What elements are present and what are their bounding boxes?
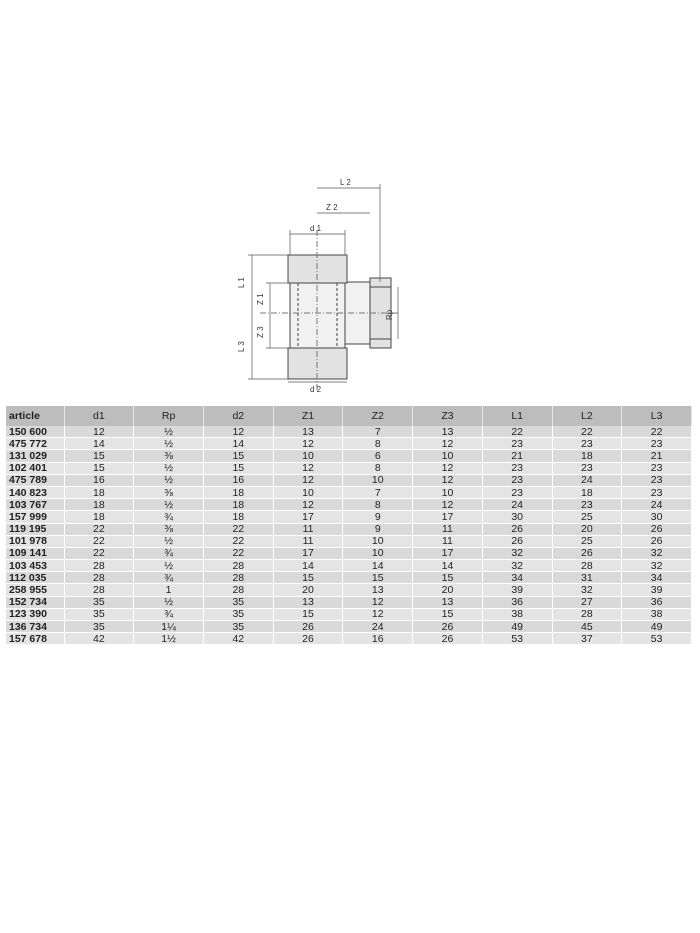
table-cell-l2: 28 [552,608,622,620]
table-cell-l3: 23 [622,474,692,486]
table-cell-l3: 26 [622,523,692,535]
article-number-cell: 102 401 [6,462,64,474]
table-cell-l1: 23 [482,486,552,498]
table-row [6,596,692,608]
table-cell-rp: 1 [134,584,204,596]
table-cell-rp: 1¼ [134,621,204,633]
article-number-cell: 131 029 [6,450,64,462]
column-header-l2: L2 [552,406,622,426]
table-cell-d2: 15 [203,450,273,462]
article-number-cell: 136 734 [6,621,64,633]
table-cell-d1: 42 [64,633,134,645]
table-cell-l1: 23 [482,462,552,474]
table-cell-d1: 35 [64,621,134,633]
table-cell-d1: 16 [64,474,134,486]
table-cell-z3: 13 [413,596,483,608]
table-cell-d2: 42 [203,633,273,645]
column-header-d2: d2 [203,406,273,426]
table-cell-l3: 32 [622,560,692,572]
table-cell-d2: 28 [203,560,273,572]
table-cell-z3: 17 [413,511,483,523]
table-cell-rp: ½ [134,426,204,438]
table-cell-l2: 18 [552,486,622,498]
table-cell-l1: 30 [482,511,552,523]
table-cell-rp: ½ [134,499,204,511]
article-number-cell: 152 734 [6,596,64,608]
dim-label-d2: d 2 [310,385,322,394]
table-cell-l2: 22 [552,426,622,438]
table-cell-l1: 32 [482,560,552,572]
table-cell-z2: 9 [343,511,413,523]
table-cell-z2: 8 [343,462,413,474]
table-cell-l1: 34 [482,572,552,584]
table-cell-l1: 38 [482,608,552,620]
article-number-cell: 109 141 [6,547,64,559]
table-cell-l3: 49 [622,621,692,633]
table-cell-z1: 17 [273,511,343,523]
table-cell-d1: 28 [64,584,134,596]
table-cell-z3: 11 [413,523,483,535]
article-number-cell: 150 600 [6,426,64,438]
table-cell-l1: 22 [482,426,552,438]
table-cell-z1: 14 [273,560,343,572]
table-cell-rp: ⅜ [134,450,204,462]
article-number-cell: 123 390 [6,608,64,620]
table-cell-z2: 6 [343,450,413,462]
article-number-cell: 140 823 [6,486,64,498]
table-cell-l1: 23 [482,438,552,450]
dim-label-l1: L 1 [237,277,246,288]
table-cell-d2: 35 [203,596,273,608]
table-cell-z1: 20 [273,584,343,596]
table-cell-l3: 23 [622,462,692,474]
table-cell-z2: 10 [343,535,413,547]
table-cell-d1: 18 [64,499,134,511]
column-header-rp: Rp [134,406,204,426]
column-header-article: article [6,406,64,426]
table-cell-z2: 24 [343,621,413,633]
table-cell-z1: 12 [273,462,343,474]
table-cell-d1: 18 [64,486,134,498]
table-cell-d1: 22 [64,535,134,547]
table-cell-d1: 35 [64,608,134,620]
dimension-table [6,406,692,645]
table-cell-d2: 16 [203,474,273,486]
table-cell-z2: 14 [343,560,413,572]
table-cell-z1: 13 [273,596,343,608]
table-cell-z1: 12 [273,499,343,511]
table-cell-l2: 26 [552,547,622,559]
column-header-z2: Z2 [343,406,413,426]
table-cell-z1: 15 [273,572,343,584]
table-cell-d2: 15 [203,462,273,474]
dim-label-l2: L 2 [340,178,351,187]
table-cell-z2: 8 [343,499,413,511]
table-cell-z1: 17 [273,547,343,559]
table-cell-d2: 18 [203,486,273,498]
dim-label-z2: Z 2 [326,203,338,212]
table-cell-d1: 12 [64,426,134,438]
table-cell-z1: 11 [273,523,343,535]
table-cell-z3: 10 [413,486,483,498]
table-cell-l2: 45 [552,621,622,633]
table-cell-l3: 23 [622,486,692,498]
table-cell-l3: 30 [622,511,692,523]
table-cell-z2: 15 [343,572,413,584]
table-cell-l1: 36 [482,596,552,608]
table-cell-d2: 18 [203,511,273,523]
article-number-cell: 101 978 [6,535,64,547]
table-row [6,438,692,450]
table-cell-l2: 23 [552,438,622,450]
table-cell-rp: ¾ [134,547,204,559]
table-cell-z3: 12 [413,499,483,511]
article-number-cell: 103 767 [6,499,64,511]
table-row [6,560,692,572]
table-cell-l1: 23 [482,474,552,486]
column-header-l3: L3 [622,406,692,426]
table-row [6,621,692,633]
table-cell-z1: 13 [273,426,343,438]
table-cell-l3: 53 [622,633,692,645]
table-cell-l3: 26 [622,535,692,547]
table-cell-rp: ⅜ [134,523,204,535]
table-cell-l3: 24 [622,499,692,511]
table-cell-l1: 26 [482,523,552,535]
article-number-cell: 157 678 [6,633,64,645]
table-cell-l2: 24 [552,474,622,486]
table-cell-z3: 26 [413,633,483,645]
table-cell-d2: 14 [203,438,273,450]
table-cell-rp: ½ [134,438,204,450]
table-cell-d1: 35 [64,596,134,608]
column-header-z1: Z1 [273,406,343,426]
article-number-cell: 112 035 [6,572,64,584]
table-cell-rp: ⅜ [134,486,204,498]
table-row [6,608,692,620]
dim-label-z3: Z 3 [256,326,265,338]
table-cell-l3: 38 [622,608,692,620]
table-row [6,462,692,474]
table-row [6,535,692,547]
table-cell-z2: 7 [343,486,413,498]
table-cell-d2: 35 [203,608,273,620]
table-row [6,547,692,559]
table-cell-rp: ¾ [134,608,204,620]
table-cell-z3: 14 [413,560,483,572]
table-cell-z2: 10 [343,474,413,486]
table-cell-z3: 12 [413,474,483,486]
table-row [6,584,692,596]
table-cell-z3: 15 [413,608,483,620]
table-row [6,474,692,486]
table-cell-z3: 17 [413,547,483,559]
tee-fitting-drawing [230,170,420,395]
article-number-cell: 157 999 [6,511,64,523]
table-cell-d2: 18 [203,499,273,511]
table-cell-d2: 28 [203,584,273,596]
table-cell-rp: ¾ [134,511,204,523]
table-cell-l1: 26 [482,535,552,547]
table-cell-l1: 21 [482,450,552,462]
table-cell-l2: 32 [552,584,622,596]
table-cell-l1: 39 [482,584,552,596]
table-cell-d1: 18 [64,511,134,523]
table-cell-l2: 31 [552,572,622,584]
table-cell-d2: 12 [203,426,273,438]
table-cell-d1: 15 [64,462,134,474]
table-cell-z1: 26 [273,633,343,645]
table-cell-z3: 12 [413,438,483,450]
table-cell-z2: 12 [343,596,413,608]
table-cell-z3: 26 [413,621,483,633]
table-cell-z2: 13 [343,584,413,596]
table-row [6,450,692,462]
table-row [6,511,692,523]
table-cell-l3: 21 [622,450,692,462]
table-cell-d1: 22 [64,523,134,535]
table-cell-rp: ½ [134,596,204,608]
table-cell-z2: 12 [343,608,413,620]
table-cell-rp: ½ [134,462,204,474]
table-cell-l3: 22 [622,426,692,438]
table-row [6,523,692,535]
table-cell-z3: 10 [413,450,483,462]
table-cell-z3: 11 [413,535,483,547]
table-cell-z2: 16 [343,633,413,645]
table-cell-l2: 27 [552,596,622,608]
table-cell-l3: 34 [622,572,692,584]
dim-label-z1: Z 1 [256,293,265,305]
table-cell-z3: 15 [413,572,483,584]
table-cell-z1: 26 [273,621,343,633]
table-cell-rp: 1½ [134,633,204,645]
table-cell-l2: 25 [552,535,622,547]
table-cell-l1: 53 [482,633,552,645]
table-cell-z2: 8 [343,438,413,450]
table-row [6,633,692,645]
article-number-cell: 258 955 [6,584,64,596]
table-cell-z1: 10 [273,450,343,462]
table-cell-z2: 7 [343,426,413,438]
table-cell-z1: 12 [273,474,343,486]
table-cell-rp: ½ [134,474,204,486]
table-row [6,426,692,438]
table-cell-l2: 37 [552,633,622,645]
dim-label-rp: Rp [385,309,394,320]
table-header-row [6,406,692,426]
table-cell-rp: ½ [134,560,204,572]
table-cell-d1: 22 [64,547,134,559]
article-number-cell: 475 772 [6,438,64,450]
table-cell-d1: 14 [64,438,134,450]
article-number-cell: 119 195 [6,523,64,535]
article-number-cell: 103 453 [6,560,64,572]
table-cell-l2: 18 [552,450,622,462]
table-cell-d2: 28 [203,572,273,584]
table-cell-z1: 15 [273,608,343,620]
table-cell-l1: 24 [482,499,552,511]
dim-label-d1: d 1 [310,224,322,233]
table-cell-l3: 23 [622,438,692,450]
table-cell-z1: 10 [273,486,343,498]
table-cell-z3: 12 [413,462,483,474]
table-row [6,486,692,498]
table-cell-z3: 13 [413,426,483,438]
table-cell-l3: 32 [622,547,692,559]
table-cell-l3: 36 [622,596,692,608]
table-row [6,499,692,511]
table-cell-l1: 49 [482,621,552,633]
column-header-l1: L1 [482,406,552,426]
table-cell-l2: 28 [552,560,622,572]
table-cell-l2: 20 [552,523,622,535]
dim-label-l3: L 3 [237,341,246,352]
table-body [6,426,692,645]
table-row [6,572,692,584]
column-header-d1: d1 [64,406,134,426]
table-cell-d1: 28 [64,560,134,572]
table-cell-d2: 22 [203,535,273,547]
table-cell-d2: 22 [203,547,273,559]
table-cell-d1: 15 [64,450,134,462]
table-cell-z2: 10 [343,547,413,559]
article-number-cell: 475 789 [6,474,64,486]
column-header-z3: Z3 [413,406,483,426]
table-cell-l2: 25 [552,511,622,523]
table-cell-z1: 11 [273,535,343,547]
table-cell-d1: 28 [64,572,134,584]
table-cell-d2: 35 [203,621,273,633]
table-cell-l1: 32 [482,547,552,559]
table-cell-rp: ½ [134,535,204,547]
table-cell-z3: 20 [413,584,483,596]
table-cell-d2: 22 [203,523,273,535]
table-cell-l2: 23 [552,499,622,511]
table-cell-l3: 39 [622,584,692,596]
table-cell-z1: 12 [273,438,343,450]
table-cell-z2: 9 [343,523,413,535]
table-cell-l2: 23 [552,462,622,474]
table-cell-rp: ¾ [134,572,204,584]
